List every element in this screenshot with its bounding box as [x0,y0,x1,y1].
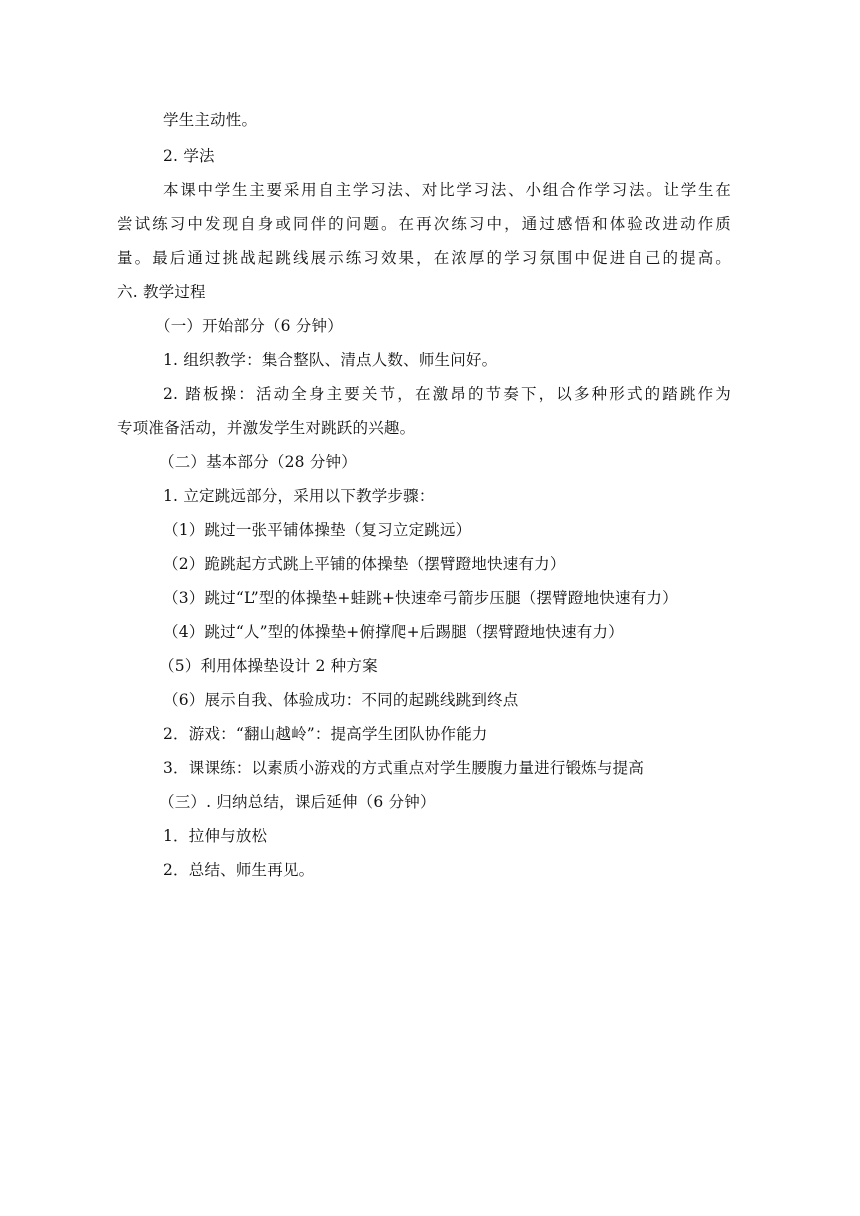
text-line: 1．拉伸与放松 [163,827,268,845]
list-item: （5）利用体操垫设计 2 种方案 [159,657,378,675]
list-item: （3）跳过“L”型的体操垫+蛙跳+快速牵弓箭步压腿（摆臂蹬地快速有力） [163,589,678,607]
subsection-heading: （三）. 归纳总结，课后延伸（6 分钟） [159,793,436,811]
list-item: （1）跳过一张平铺体操垫（复习立定跳远） [163,521,472,539]
text-line: 2. 踏板操：活动全身主要关节，在激昂的节奏下，以多种形式的踏跳作为 [163,385,731,403]
text-line: 尝试练习中发现自身或同伴的问题。在再次练习中，通过感悟和体验改进动作质 [117,215,731,233]
text-line: 本课中学生主要采用自主学习法、对比学习法、小组合作学习法。让学生在 [163,181,731,199]
text-line: 3．课课练：以素质小游戏的方式重点对学生腰腹力量进行锻炼与提高 [163,759,645,777]
subsection-heading: （二）基本部分（28 分钟） [159,453,357,471]
text-line: 专项准备活动，并激发学生对跳跃的兴趣。 [117,419,416,437]
section-heading: 六. 教学过程 [117,283,206,301]
text-line: 2．总结、师生再见。 [163,861,315,879]
text-line: 量。最后通过挑战起跳线展示练习效果，在浓厚的学习氛围中促进自己的提高。 [117,249,731,267]
text-line: 2．游戏：“翻山越岭”：提高学生团队协作能力 [163,725,488,743]
text-line: 1. 立定跳远部分，采用以下教学步骤： [163,487,435,505]
text-line: 学生主动性。 [163,111,258,129]
section-heading: 2. 学法 [163,147,215,165]
list-item: （6）展示自我、体验成功：不同的起跳线跳到终点 [163,691,519,709]
list-item: （4）跳过“人”型的体操垫+俯撑爬+后踢腿（摆臂蹬地快速有力） [163,623,624,641]
list-item: （2）跪跳起方式跳上平铺的体操垫（摆臂蹬地快速有力） [163,555,566,573]
text-line: 1. 组织教学：集合整队、清点人数、师生问好。 [163,351,498,369]
subsection-heading: （一）开始部分（6 分钟） [155,317,343,335]
